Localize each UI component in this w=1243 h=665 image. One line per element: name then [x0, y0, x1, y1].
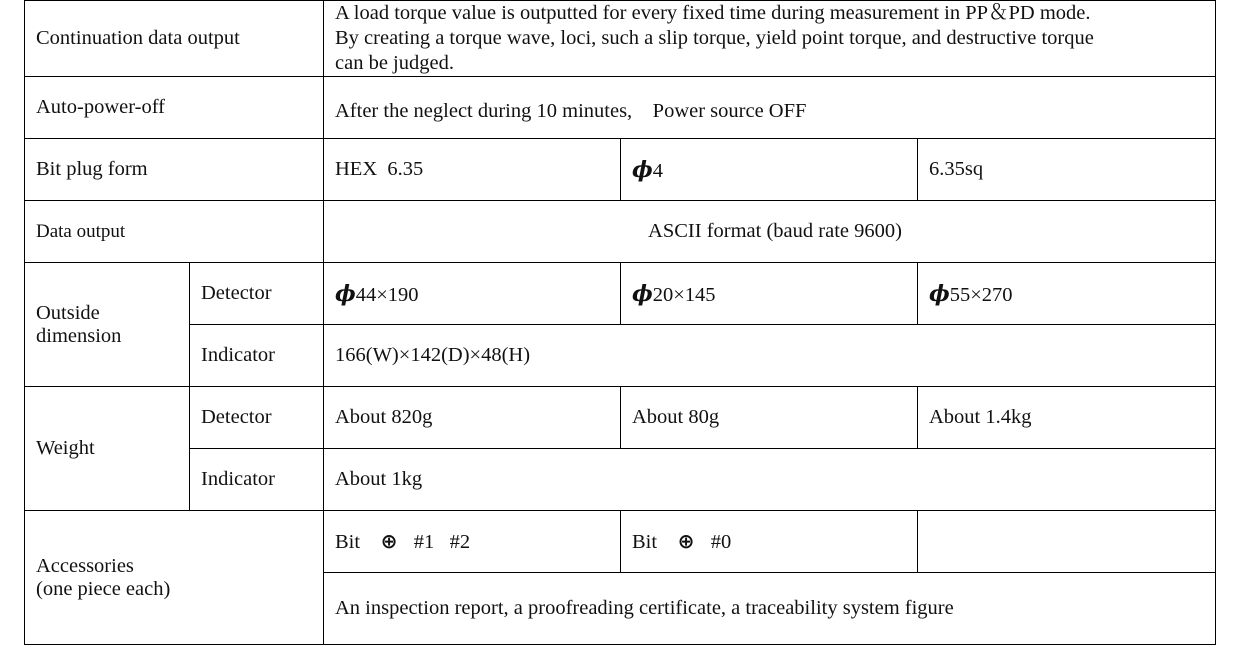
outside-dimension-label-1: Outside [36, 301, 100, 324]
weight-detector-2: About 80g [621, 387, 918, 449]
bit-plug-phi4-value: 4 [652, 159, 663, 182]
bit-plug-hex: HEX 6.35 [324, 139, 621, 201]
value-auto-power-off: After the neglect during 10 minutes, Power source OFF [324, 77, 1216, 139]
dimension-detector-2-value: 20×145 [652, 283, 716, 306]
label-dimension-indicator: Indicator [190, 325, 324, 387]
accessory-bit-label: Bit [335, 531, 361, 553]
accessory-bit-1-2 [324, 511, 621, 573]
continuation-line-2: By creating a torque wave, loci, such a slip torque, yield point torque, and destructive torque [335, 27, 1094, 49]
value-data-output: ASCII format (baud rate 9600) [324, 201, 1216, 263]
accessory-empty-cell [918, 511, 1216, 573]
accessory-bit-sizes-1: #1 #2 [413, 531, 471, 553]
bit-plug-square: 6.35sq [918, 139, 1216, 201]
accessories-label-1: Accessories [36, 554, 134, 577]
phillips-icon: ⊕ [677, 529, 695, 553]
outside-dimension-label-2: dimension [36, 324, 122, 347]
continuation-line-3: can be judged. [335, 52, 454, 74]
label-weight-indicator: Indicator [190, 449, 324, 511]
label-dimension-detector: Detector [190, 263, 324, 325]
dimension-detector-1-value: 44×190 [355, 283, 419, 306]
row-outside-dimension-indicator [25, 325, 1216, 387]
label-outside-dimension [25, 263, 190, 387]
accessory-bit-0 [621, 511, 918, 573]
row-outside-dimension-detector [25, 263, 1216, 325]
phi-icon: ϕ [335, 280, 356, 307]
dimension-detector-3 [918, 263, 1216, 325]
row-bit-plug-form [25, 139, 1216, 201]
label-weight-detector: Detector [190, 387, 324, 449]
row-weight-indicator [25, 449, 1216, 511]
label-continuation-data-output: Continuation data output [25, 1, 324, 77]
dimension-detector-3-value: 55×270 [949, 283, 1013, 306]
dimension-indicator-value: 166(W)×142(D)×48(H) [324, 325, 1216, 387]
accessory-documents: An inspection report, a proofreading certificate, a traceability system figure [324, 573, 1216, 645]
row-data-output [25, 201, 1216, 263]
label-accessories [25, 511, 324, 645]
row-auto-power-off [25, 77, 1216, 139]
continuation-line-1: A load torque value is outputted for every fixed time during measurement in PP＆PD mode. [335, 2, 1091, 24]
label-bit-plug-form: Bit plug form [25, 139, 324, 201]
phi-icon: ϕ [632, 156, 653, 183]
label-data-output: Data output [25, 201, 324, 263]
row-continuation-data-output [25, 1, 1216, 77]
dimension-detector-1 [324, 263, 621, 325]
phillips-icon: ⊕ [380, 529, 398, 553]
weight-detector-1: About 820g [324, 387, 621, 449]
bit-plug-phi4 [621, 139, 918, 201]
label-auto-power-off: Auto-power-off [25, 77, 324, 139]
specification-table [24, 0, 1216, 645]
row-weight-detector [25, 387, 1216, 449]
weight-detector-3: About 1.4kg [918, 387, 1216, 449]
label-weight: Weight [25, 387, 190, 511]
phi-icon: ϕ [929, 280, 950, 307]
phi-icon: ϕ [632, 280, 653, 307]
accessories-label-2: (one piece each) [36, 577, 171, 600]
value-continuation-data-output [324, 1, 1216, 77]
accessory-bit-sizes-2: #0 [710, 531, 732, 553]
row-accessories-bits [25, 511, 1216, 573]
dimension-detector-2 [621, 263, 918, 325]
accessory-bit-label: Bit [632, 531, 658, 553]
weight-indicator-value: About 1kg [324, 449, 1216, 511]
